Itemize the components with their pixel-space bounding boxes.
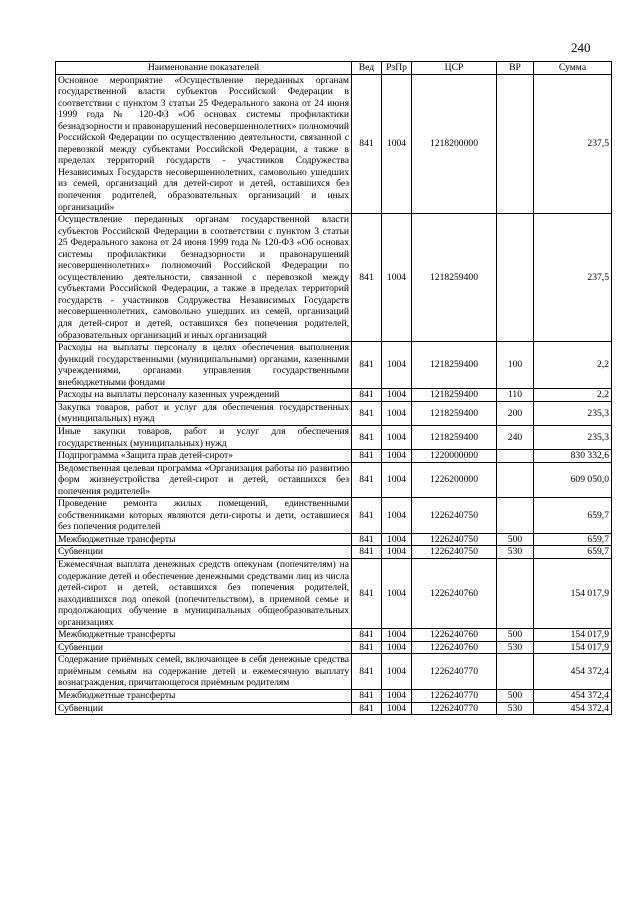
row-name: Межбюджетные трансферты	[56, 689, 352, 702]
row-ved: 841	[352, 641, 382, 654]
row-sum: 609 050,0	[534, 462, 612, 498]
table-row	[56, 401, 612, 425]
row-csr: 1218259400	[412, 425, 497, 449]
row-csr: 1218259400	[412, 401, 497, 425]
header-sum: Сумма	[534, 62, 612, 75]
row-rzpr: 1004	[382, 546, 412, 559]
row-ved: 841	[352, 342, 382, 389]
row-ved: 841	[352, 558, 382, 628]
page-number: 240	[571, 40, 591, 55]
row-sum: 659,7	[534, 498, 612, 534]
row-name: Иные закупки товаров, работ и услуг для обеспечения государственных (муниципальных) нужд	[56, 425, 352, 449]
row-vr	[497, 450, 534, 463]
row-csr: 1226240750	[412, 546, 497, 559]
row-vr: 530	[497, 546, 534, 559]
row-rzpr: 1004	[382, 558, 412, 628]
row-name: Межбюджетные трансферты	[56, 533, 352, 546]
table-row	[56, 389, 612, 402]
row-vr: 200	[497, 401, 534, 425]
row-name: Закупка товаров, работ и услуг для обеспечения государственных (муниципальных) нужд	[56, 401, 352, 425]
row-rzpr: 1004	[382, 533, 412, 546]
row-sum: 235,3	[534, 401, 612, 425]
row-sum: 454 372,4	[534, 654, 612, 690]
row-ved: 841	[352, 450, 382, 463]
row-ved: 841	[352, 689, 382, 702]
row-sum: 2,2	[534, 389, 612, 402]
row-csr: 1226240760	[412, 629, 497, 642]
table-row	[56, 498, 612, 534]
row-sum: 659,7	[534, 546, 612, 559]
row-csr: 1226240760	[412, 641, 497, 654]
row-name: Ведомственная целевая программа «Организация работы по развитию форм жизнеустройства детей-сирот и детей, оставшихся без попечения родителей»	[56, 462, 352, 498]
row-csr: 1226200000	[412, 462, 497, 498]
row-sum: 454 372,4	[534, 689, 612, 702]
table-row	[56, 558, 612, 628]
header-rzpr: РзПр	[382, 62, 412, 75]
row-ved: 841	[352, 214, 382, 342]
row-ved: 841	[352, 629, 382, 642]
row-sum: 659,7	[534, 533, 612, 546]
row-ved: 841	[352, 702, 382, 715]
row-csr: 1218259400	[412, 342, 497, 389]
row-csr: 1226240770	[412, 654, 497, 690]
row-sum: 2,2	[534, 342, 612, 389]
header-name: Наименование показателей	[56, 62, 352, 75]
row-name: Расходы на выплаты персоналу в целях обеспечения выполнения функций государственными (муниципальными) органами, казенными учреждениями, органами управления государственными внебюджетными фондами	[56, 342, 352, 389]
budget-table	[55, 61, 612, 715]
row-sum: 154 017,9	[534, 558, 612, 628]
row-rzpr: 1004	[382, 641, 412, 654]
row-ved: 841	[352, 74, 382, 214]
row-rzpr: 1004	[382, 702, 412, 715]
row-rzpr: 1004	[382, 401, 412, 425]
row-ved: 841	[352, 546, 382, 559]
header-vr: ВР	[497, 62, 534, 75]
table-body	[56, 74, 612, 715]
row-vr: 500	[497, 689, 534, 702]
table-row	[56, 689, 612, 702]
row-name: Субвенции	[56, 641, 352, 654]
table-row	[56, 533, 612, 546]
row-vr: 500	[497, 629, 534, 642]
row-name: Расходы на выплаты персоналу казенных учреждений	[56, 389, 352, 402]
row-csr: 1218259400	[412, 389, 497, 402]
row-csr: 1220000000	[412, 450, 497, 463]
row-ved: 841	[352, 462, 382, 498]
row-rzpr: 1004	[382, 74, 412, 214]
row-rzpr: 1004	[382, 498, 412, 534]
row-name: Субвенции	[56, 702, 352, 715]
row-ved: 841	[352, 425, 382, 449]
row-sum: 154 017,9	[534, 629, 612, 642]
row-vr: 240	[497, 425, 534, 449]
row-sum: 830 332,6	[534, 450, 612, 463]
row-vr: 100	[497, 342, 534, 389]
row-rzpr: 1004	[382, 450, 412, 463]
row-name: Основное мероприятие «Осуществление переданных органам государственной власти субъектов Российской Федерации в соответствии с пунктом 3 статьи 25 Федерального закона от 24 июня 1999 года № 120-ФЗ «Об основах системы профилактики безнадзорности и правонарушений несовершеннолетних» полномочий Российской Федерации по осуществлению деятельности, связанной с перевозкой между субъектами Российской Федерации, а также в пределах территорий государств - участников Содружества Независимых Государств несовершеннолетних, самовольно ушедших из семей, организаций для детей-сирот и детей, оставшихся без попечения родителей, образовательных организаций и иных организаций»	[56, 74, 352, 214]
row-csr: 1226240750	[412, 498, 497, 534]
row-csr: 1226240770	[412, 689, 497, 702]
table-row	[56, 629, 612, 642]
row-ved: 841	[352, 389, 382, 402]
row-vr	[497, 498, 534, 534]
row-name: Подпрограмма «Защита прав детей-сирот»	[56, 450, 352, 463]
row-sum: 235,3	[534, 425, 612, 449]
row-sum: 154 017,9	[534, 641, 612, 654]
row-csr: 1218259400	[412, 214, 497, 342]
row-rzpr: 1004	[382, 389, 412, 402]
row-csr: 1218200000	[412, 74, 497, 214]
row-vr	[497, 74, 534, 214]
row-rzpr: 1004	[382, 214, 412, 342]
row-name: Ежемесячная выплата денежных средств опекунам (попечителям) на содержание детей и обеспечение денежными средствами лиц из числа детей-сирот и детей, оставшихся без попечения родителей, находившихся под опекой (попечительством), в приемной семье и продолжающих обучение в муниципальных общеобразовательных организациях	[56, 558, 352, 628]
row-sum: 237,5	[534, 74, 612, 214]
row-csr: 1226240750	[412, 533, 497, 546]
row-ved: 841	[352, 498, 382, 534]
row-rzpr: 1004	[382, 689, 412, 702]
header-ved: Вед	[352, 62, 382, 75]
row-vr	[497, 462, 534, 498]
row-vr	[497, 214, 534, 342]
table-row	[56, 702, 612, 715]
row-vr	[497, 654, 534, 690]
table-row	[56, 462, 612, 498]
row-vr: 530	[497, 641, 534, 654]
row-vr: 500	[497, 533, 534, 546]
row-ved: 841	[352, 401, 382, 425]
table-row	[56, 450, 612, 463]
table-row	[56, 641, 612, 654]
row-rzpr: 1004	[382, 462, 412, 498]
row-name: Межбюджетные трансферты	[56, 629, 352, 642]
row-ved: 841	[352, 654, 382, 690]
row-vr: 110	[497, 389, 534, 402]
row-name: Содержание приёмных семей, включающее в себя денежные средства приёмным семьям на содержание детей и ежемесячную выплату вознаграждения, причитающегося приёмным родителям	[56, 654, 352, 690]
table-row	[56, 342, 612, 389]
table-header-row	[56, 62, 612, 75]
row-rzpr: 1004	[382, 629, 412, 642]
table-row	[56, 546, 612, 559]
row-csr: 1226240770	[412, 702, 497, 715]
row-sum: 454 372,4	[534, 702, 612, 715]
row-ved: 841	[352, 533, 382, 546]
table-row	[56, 425, 612, 449]
row-name: Проведение ремонта жилых помещений, единственными собственниками которых являются дети-сироты и дети, оставшиеся без попечения родителей	[56, 498, 352, 534]
row-vr: 530	[497, 702, 534, 715]
row-name: Субвенции	[56, 546, 352, 559]
row-rzpr: 1004	[382, 654, 412, 690]
row-vr	[497, 558, 534, 628]
row-rzpr: 1004	[382, 342, 412, 389]
header-csr: ЦСР	[412, 62, 497, 75]
row-name: Осуществление переданных органам государственной власти субъектов Российской Федерации в соответствии с пунктом 3 статьи 25 Федерального закона от 24 июня 1999 года № 120-ФЗ «Об основах системы профилактики безнадзорности и правонарушений несовершеннолетних» полномочий Российской Федерации по осуществлению деятельности, связанной с перевозкой между субъектами Российской Федерации, а также в пределах территорий государств - участников Содружества Независимых Государств несовершеннолетних, самовольно ушедших из семей, организаций для детей-сирот и детей, оставшихся без попечения родителей, образовательных организаций и иных организаций	[56, 214, 352, 342]
row-sum: 237,5	[534, 214, 612, 342]
row-rzpr: 1004	[382, 425, 412, 449]
row-csr: 1226240760	[412, 558, 497, 628]
table-row	[56, 214, 612, 342]
table-row	[56, 74, 612, 214]
table-row	[56, 654, 612, 690]
